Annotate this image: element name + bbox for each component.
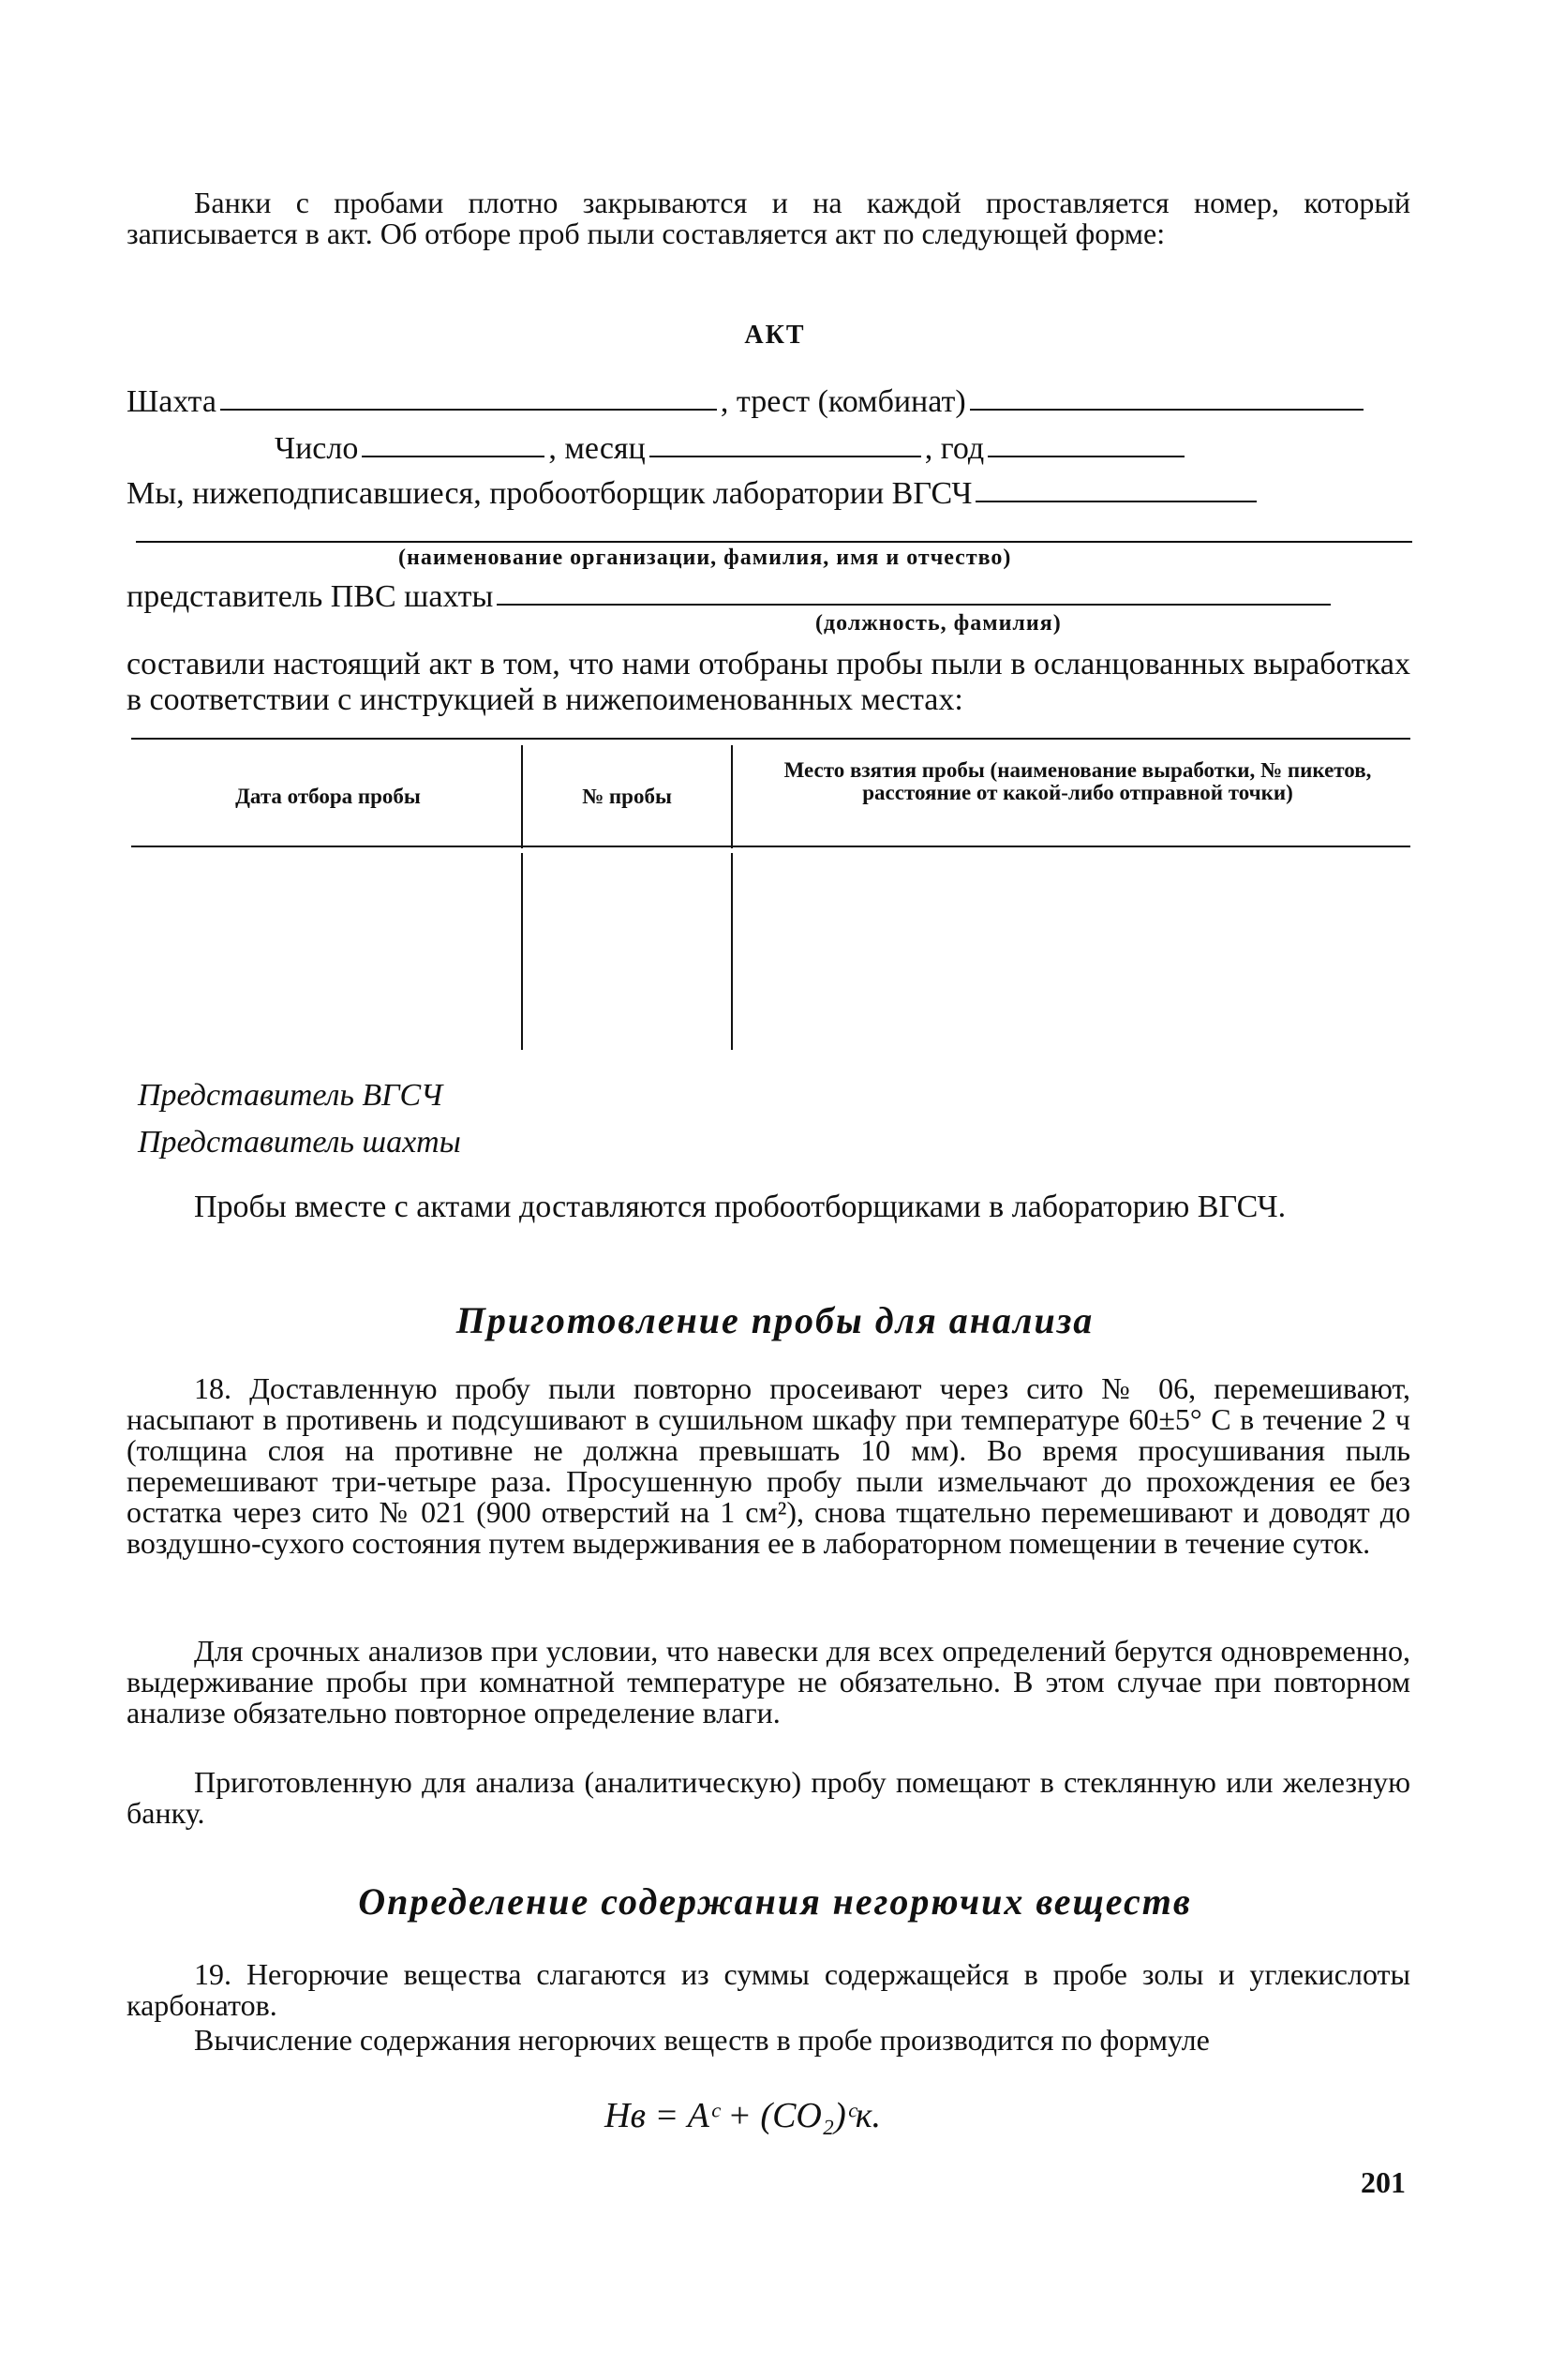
mine-label: Шахта [127, 384, 216, 419]
section-heading-incombustibles: Определение содержания негорючих веществ [358, 1880, 1192, 1923]
trust-label: , трест (комбинат) [720, 384, 966, 419]
year-label: , год [924, 431, 985, 466]
paragraph-prepared-sample: Приготовленную для анализа (аналитическую) пробу помещают в стеклянную или железную банку. [127, 1765, 1410, 1830]
page-number: 201 [1361, 2165, 1406, 2199]
paragraph-urgent-analysis: Для срочных анализов при условии, что навески для всех определений берутся одновременно, выдерживание пробы при комнатной температуре не обязательно. В этом случае при повторном анализе обязательно повторное определение влаги. [127, 1634, 1410, 1729]
table-body-divider-1 [521, 853, 523, 1050]
mine-rep-row [127, 579, 1334, 615]
organization-hint: (наименование организации, фамилия, имя и отчество) [398, 546, 1012, 570]
signature-vgsch: Представитель ВГСЧ [138, 1078, 443, 1113]
table-top-rule [131, 738, 1410, 740]
akt-title: АКТ [744, 321, 806, 350]
paragraph-calculation: Вычисление содержания негорючих веществ в пробе производится по формуле [194, 2023, 1210, 2057]
akt-statement: составили настоящий акт в том, что нами отобраны пробы пыли в осланцованных выработках в соответствии с инструкцией в нижепоименованных местах: [127, 647, 1410, 717]
trust-blank[interactable] [970, 409, 1364, 411]
incombustibles-formula: Hв = Aᶜ + (CO₂)ᶜк. [604, 2096, 881, 2135]
table-divider-1 [521, 745, 523, 848]
we-label: Мы, нижеподписавшиеся, пробоотборщик лаборатории ВГСЧ [127, 476, 973, 511]
header-date: Дата отбора пробы [235, 785, 421, 808]
month-label: , месяц [548, 431, 646, 466]
table-header-rule [131, 846, 1410, 847]
sampler-blank[interactable] [976, 501, 1257, 502]
mine-trust-row [127, 384, 1367, 420]
table-divider-2 [731, 745, 733, 848]
header-sample-number: № пробы [582, 785, 672, 808]
intro-paragraph: Банки с пробами плотно закрываются и на каждой проставляется номер, который записывается в акт. Об отборе проб пыли составляется акт по следующей форме: [127, 186, 1410, 250]
organization-blank[interactable] [136, 541, 1412, 543]
date-row [275, 431, 1188, 467]
delivery-paragraph: Пробы вместе с актами доставляются пробоотборщиками в лабораторию ВГСЧ. [194, 1190, 1287, 1224]
signatories-row [127, 476, 1260, 512]
section-heading-preparation: Приготовление пробы для анализа [455, 1299, 1095, 1341]
mine-rep-label: представитель ПВС шахты [127, 579, 494, 614]
paragraph-19: 19. Негорючие вещества слагаются из суммы содержащейся в пробе золы и углекислоты карбонатов. [127, 1957, 1410, 2022]
mine-blank[interactable] [220, 409, 717, 411]
month-blank[interactable] [649, 456, 921, 457]
table-body-divider-2 [731, 853, 733, 1050]
number-label: Число [275, 431, 359, 466]
number-blank[interactable] [362, 456, 544, 457]
paragraph-18: 18. Доставленную пробу пыли повторно просеивают через сито № 06, перемешивают, насыпают в противень и подсушивают в сушильном шкафу при температуре 60±5° С в течение 2 ч (толщина слоя на противне не должна превышать 10 мм). Во время просушивания пыль перемешивают три-четыре раза. Просушенную пробу пыли измельчают до прохождения ее без остатка через сито № 021 (900 отверстий на 1 см²), снова тщательно перемешивают и доводят до воздушно-сухого состояния путем выдерживания ее в лабораторном помещении в течение суток. [127, 1371, 1410, 1560]
position-hint: (должность, фамилия) [815, 611, 1062, 636]
header-location: Место взятия пробы (наименование выработки, № пикетов, расстояние от какой-либо отправной точки) [783, 758, 1372, 804]
mine-rep-blank[interactable] [497, 604, 1331, 606]
signature-mine: Представитель шахты [138, 1125, 461, 1160]
year-blank[interactable] [988, 456, 1185, 457]
